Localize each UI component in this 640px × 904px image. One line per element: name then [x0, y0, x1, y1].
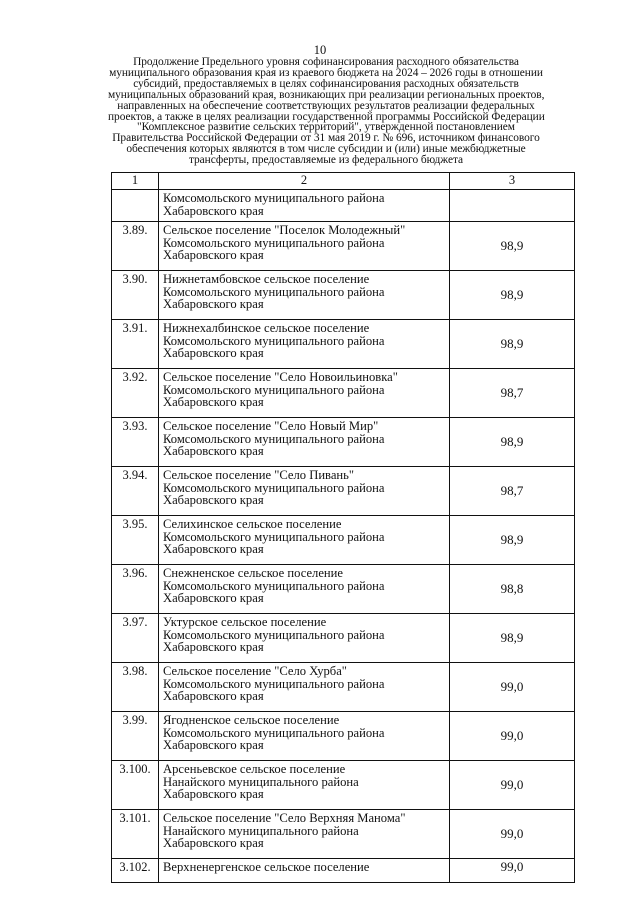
table-row — [112, 565, 575, 614]
table-row — [112, 467, 575, 516]
row-name-line: Сельское поселение "Село Пивань" — [163, 468, 355, 482]
row-name-line: Комсомольского муниципального района — [163, 284, 385, 299]
row-name — [159, 320, 450, 369]
table-header-row — [112, 173, 575, 190]
table-row-continuation — [112, 190, 575, 222]
row-name-line: Хабаровского края — [163, 640, 264, 655]
row-name-line: Сельское поселение "Село Хурба" — [163, 664, 347, 678]
cofinancing-table — [111, 172, 575, 883]
row-name-line: Хабаровского края — [163, 248, 264, 263]
row-number: 3.93. — [112, 418, 159, 467]
row-name — [159, 467, 450, 516]
row-name-line: Верхненергенское сельское поселение — [163, 860, 370, 874]
table-row — [112, 614, 575, 663]
header-col-3: 3 — [450, 173, 575, 190]
row-name-line: Хабаровского края — [163, 203, 264, 218]
row-name — [159, 271, 450, 320]
row-name — [159, 614, 450, 663]
row-name-line: Хабаровского края — [163, 787, 264, 802]
row-value: 98,9 — [450, 222, 575, 271]
row-name-line: Хабаровского края — [163, 395, 264, 410]
row-number: 3.89. — [112, 222, 159, 271]
header-col-1: 1 — [112, 173, 159, 190]
row-name-line: Арсеньевское сельское поселение — [163, 762, 346, 776]
table-row — [112, 320, 575, 369]
row-name — [159, 516, 450, 565]
row-value: 98,9 — [450, 320, 575, 369]
row-name-line: Хабаровского края — [163, 297, 264, 312]
row-number: 3.95. — [112, 516, 159, 565]
row-name-line: Нижнехалбинское сельское поселение — [163, 321, 370, 335]
heading-line: направленных на обеспечение соответствующих результатов реализации федеральных — [117, 99, 535, 112]
row-number: 3.92. — [112, 369, 159, 418]
table-row — [112, 516, 575, 565]
row-name-line: Комсомольского муниципального района — [163, 578, 385, 593]
row-name — [159, 190, 450, 222]
table-row — [112, 761, 575, 810]
row-name-line: Хабаровского края — [163, 738, 264, 753]
heading-line: Продолжение Предельного уровня софинансирования расходного обязательства — [133, 56, 519, 68]
row-value: 98,8 — [450, 565, 575, 614]
row-name-line: Хабаровского края — [163, 689, 264, 704]
row-value: 99,0 — [450, 810, 575, 859]
row-value: 98,9 — [450, 271, 575, 320]
row-value: 98,7 — [450, 369, 575, 418]
row-number: 3.101. — [112, 810, 159, 859]
row-name — [159, 810, 450, 859]
row-name-line: Хабаровского края — [163, 836, 264, 851]
table-row — [112, 418, 575, 467]
row-name-line: Комсомольского муниципального района — [163, 382, 385, 397]
row-number: 3.90. — [112, 271, 159, 320]
row-name-line: Комсомольского муниципального района — [163, 480, 385, 495]
row-number: 3.99. — [112, 712, 159, 761]
row-value: 98,9 — [450, 614, 575, 663]
row-value: 99,0 — [450, 663, 575, 712]
row-name-line: Сельское поселение "Село Новоильиновка" — [163, 370, 398, 384]
row-value: 98,9 — [450, 418, 575, 467]
row-value: 98,9 — [450, 516, 575, 565]
row-name-line: Сельское поселение "Поселок Молодежный" — [163, 223, 406, 237]
row-name-line: Нижнетамбовское сельское поселение — [163, 272, 370, 286]
row-name-line: Снежненское сельское поселение — [163, 566, 344, 580]
heading-line: субсидий, предоставляемых в целях софинансирования расходных обязательств — [133, 77, 519, 90]
row-name-line: Селихинское сельское поселение — [163, 517, 342, 531]
row-number: 3.97. — [112, 614, 159, 663]
row-name-line: Комсомольского муниципального района — [163, 529, 385, 544]
row-number: 3.94. — [112, 467, 159, 516]
row-name — [159, 663, 450, 712]
row-name-line: Комсомольского муниципального района — [163, 191, 385, 205]
heading-line: обеспечения которых являются в том числе субсидии и (или) иные межбюджетные — [126, 143, 526, 156]
row-value: 98,7 — [450, 467, 575, 516]
row-name — [159, 859, 450, 883]
row-name — [159, 712, 450, 761]
heading-line: муниципальных образований края, возникающих при реализации региональных проектов, — [108, 88, 545, 101]
row-name-line: Уктурское сельское поселение — [163, 615, 327, 629]
heading-line: трансферты, предоставляемые из федерального бюджета — [188, 154, 464, 167]
row-name-line: Хабаровского края — [163, 493, 264, 508]
row-name-line: Комсомольского муниципального района — [163, 725, 385, 740]
table-row — [112, 810, 575, 859]
row-name — [159, 369, 450, 418]
table-row — [112, 712, 575, 761]
row-name-line: Хабаровского края — [163, 591, 264, 606]
row-number: 3.91. — [112, 320, 159, 369]
row-name-line: Нанайского муниципального района — [163, 774, 359, 789]
row-number: 3.98. — [112, 663, 159, 712]
heading-line: "Комплексное развитие сельских территорий", утвержденной постановлением — [137, 121, 515, 134]
heading-line: муниципального образования края из краевого бюджета на 2024 – 2026 годы в отношении — [109, 66, 543, 79]
row-value: 99,0 — [450, 761, 575, 810]
row-name-line: Комсомольского муниципального района — [163, 431, 385, 446]
row-number — [112, 190, 159, 222]
table-row — [112, 271, 575, 320]
heading-line: проектов, а также в целях реализации государственной программы Российской Федерации — [108, 110, 545, 123]
table-row — [112, 859, 575, 883]
heading-line: Правительства Российской Федерации от 31 мая 2019 г. № 696, источником финансового — [112, 132, 540, 145]
row-number: 3.96. — [112, 565, 159, 614]
row-name-line: Сельское поселение "Село Новый Мир" — [163, 419, 379, 433]
document-heading — [108, 57, 544, 166]
table-row — [112, 369, 575, 418]
row-name — [159, 222, 450, 271]
row-name-line: Комсомольского муниципального района — [163, 627, 385, 642]
row-name-line: Сельское поселение "Село Верхняя Манома" — [163, 811, 406, 825]
row-number: 3.102. — [112, 859, 159, 883]
row-value — [450, 190, 575, 222]
table-row — [112, 222, 575, 271]
row-name-line: Хабаровского края — [163, 346, 264, 361]
row-number: 3.100. — [112, 761, 159, 810]
row-value: 99,0 — [450, 712, 575, 761]
row-name-line: Ягодненское сельское поселение — [163, 713, 340, 727]
row-name-line: Комсомольского муниципального района — [163, 676, 385, 691]
row-name — [159, 418, 450, 467]
table-row — [112, 663, 575, 712]
header-col-2: 2 — [159, 173, 450, 190]
row-name-line: Хабаровского края — [163, 444, 264, 459]
row-name-line: Хабаровского края — [163, 542, 264, 557]
row-name-line: Комсомольского муниципального района — [163, 333, 385, 348]
row-name-line: Нанайского муниципального района — [163, 823, 359, 838]
row-name — [159, 761, 450, 810]
row-value: 99,0 — [450, 859, 575, 883]
page-number: 10 — [313, 43, 327, 57]
row-name-line: Комсомольского муниципального района — [163, 235, 385, 250]
row-name — [159, 565, 450, 614]
